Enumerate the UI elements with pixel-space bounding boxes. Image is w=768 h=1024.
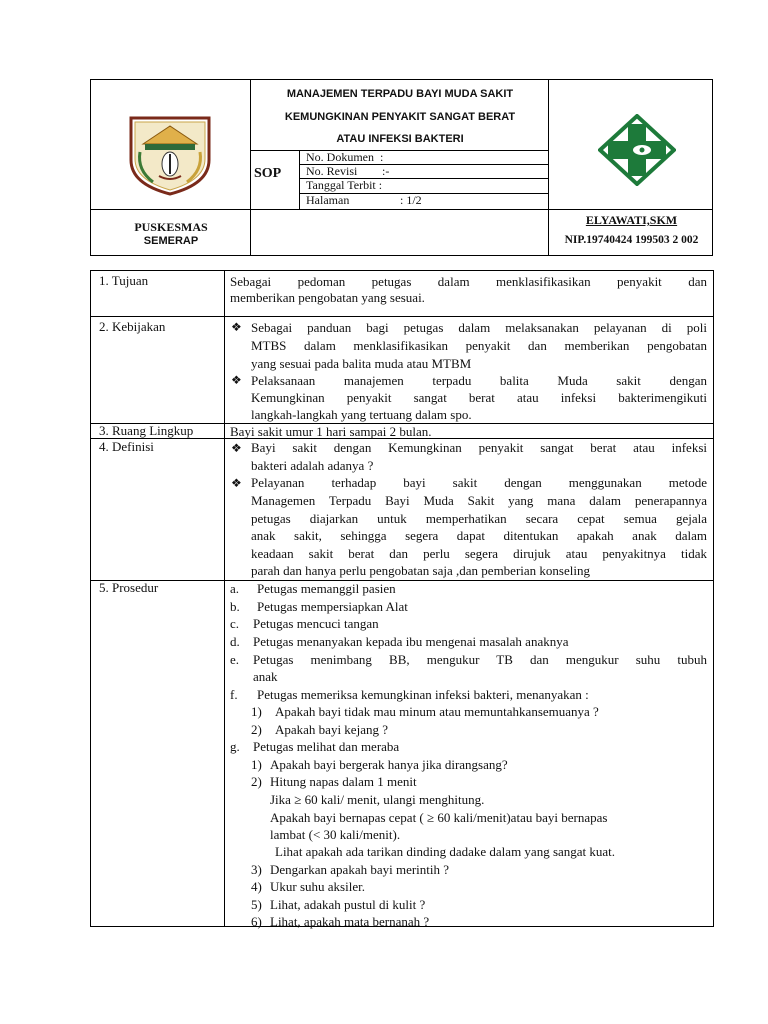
definisi-1-line-1: Bayi sakit dengan Kemungkinan penyakit sangat berat atau infeksi [251,440,707,455]
prosedur-d-key: d. [230,634,240,649]
section-label-ruang-lingkup: 3. Ruang Lingkup [99,423,194,438]
meta-row-dokumen: No. Dokumen : [306,150,384,164]
prosedur-g2-note-2: Apakah bayi bernapas cepat ( ≥ 60 kali/menit)atau bayi bernapas [270,810,608,825]
definisi-2-line-1: Pelayanan terhadap bayi sakit dengan menggunakan metode [251,475,707,490]
meta-row-tanggal: Tanggal Terbit : [306,178,383,192]
meta-row-revisi: No. Revisi :- [306,164,390,178]
section-label-kebijakan: 2. Kebijakan [99,319,166,334]
kebijakan-1-line-2: MTBS dalam menklasifikasikan penyakit dan memberikan pengobatan [251,338,707,353]
kebijakan-2-line-2: Kemungkinan penyakit sangat berat atau infeksi bakterimengikuti [251,390,707,405]
title-line-3: ATAU INFEKSI BAKTERI [336,133,464,145]
ruang-lingkup-text: Bayi sakit umur 1 hari sampai 2 bulan. [230,424,432,439]
diamond-bullet-icon: ❖ [231,476,242,490]
definisi-2-line-4: anak sakit, sehingga segera dapat ditentukan apakah anak dalam [251,528,707,543]
definisi-1-line-2: bakteri adalah adanya ? [251,458,374,473]
prosedur-b-text: Petugas mempersiapkan Alat [257,599,408,614]
prosedur-g5-text: Lihat, adakah pustul di kulit ? [270,897,426,912]
prosedur-c-key: c. [230,616,240,631]
prosedur-a-key: a. [230,581,240,596]
section-label-definisi: 4. Definisi [99,439,154,454]
prosedur-e-key: e. [230,652,240,667]
prosedur-g1-text: Apakah bayi bergerak hanya jika dirangsang? [270,757,508,772]
regency-emblem-logo [123,112,217,196]
prosedur-f1-text: Apakah bayi tidak mau minum atau memuntahkansemuanya ? [275,704,599,719]
prosedur-f2-text: Apakah bayi kejang ? [275,722,388,737]
title-line-1: MANAJEMEN TERPADU BAYI MUDA SAKIT [286,88,514,100]
prosedur-a-text: Petugas memanggil pasien [257,581,396,596]
prosedur-f-key: f. [230,687,238,702]
prosedur-g6-key: 6) [251,914,262,929]
definisi-2-line-6: parah dan hanya perlu pengobatan saja ,dan pemberian konseling [251,563,590,578]
prosedur-g-text: Petugas melihat dan meraba [253,739,400,754]
definisi-2-line-3: petugas diajarkan untuk memperhatikan secara cepat semua gejala [251,511,707,526]
header-table [90,79,713,256]
signatory-nip: NIP.19740424 199503 2 002 [564,234,699,246]
kebijakan-2-line-3: langkah-langkah yang tertuang dalam spo. [251,407,472,422]
diamond-bullet-icon: ❖ [231,320,242,334]
prosedur-d-text: Petugas menanyakan kepada ibu mengenai masalah anaknya [253,634,569,649]
meta-row-halaman: Halaman : 1/2 [306,193,422,207]
prosedur-g2-key: 2) [251,774,262,789]
prosedur-f1-key: 1) [251,704,262,719]
tujuan-line-1: Sebagai pedoman petugas dalam menklasifikasikan penyakit dan [230,274,707,289]
prosedur-g3-key: 3) [251,862,262,877]
prosedur-g2-note-1: Jika ≥ 60 kali/ menit, ulangi menghitung. [270,792,485,807]
puskesmas-cross-logo [598,114,676,186]
definisi-2-line-5: keadaan sakit berat dan perlu segera dirujuk atau penyakitnya tidak [251,546,707,561]
prosedur-f-text: Petugas memeriksa kemungkinan infeksi bakteri, menanyakan : [257,687,589,702]
section-label-tujuan: 1. Tujuan [99,273,149,288]
prosedur-b-key: b. [230,599,240,614]
kebijakan-2-line-1: Pelaksanaan manajemen terpadu balita Muda sakit dengan [251,373,707,388]
definisi-2-line-2: Managemen Terpadu Bayi Muda Sakit yang mana dalam penerapannya [251,493,707,508]
prosedur-g1-key: 1) [251,757,262,772]
sop-content-table [90,270,714,927]
diamond-bullet-icon: ❖ [231,373,242,387]
kebijakan-1-line-1: Sebagai panduan bagi petugas dalam melaksanakan pelayanan di poli [251,320,707,335]
prosedur-g5-key: 5) [251,897,262,912]
kebijakan-1-line-3: yang sesuai pada balita muda atau MTBM [251,356,472,371]
tujuan-line-2: memberikan pengobatan yang sesuai. [230,290,425,305]
prosedur-c-text: Petugas mencuci tangan [253,616,379,631]
org-name-line-2: SEMERAP [143,235,199,247]
section-label-prosedur: 5. Prosedur [99,580,159,595]
prosedur-f2-key: 2) [251,722,262,737]
prosedur-e-text-2: anak [253,669,278,684]
prosedur-g3-text: Dengarkan apakah bayi merintih ? [270,862,450,877]
org-name-line-1: PUSKESMAS [134,220,208,234]
prosedur-e-text-1: Petugas menimbang BB, mengukur TB dan mengukur suhu tubuh [253,652,707,667]
sop-label: SOP [254,166,282,181]
title-line-2: KEMUNGKINAN PENYAKIT SANGAT BERAT [284,111,516,123]
prosedur-g-key: g. [230,739,240,754]
prosedur-g4-key: 4) [251,879,262,894]
prosedur-g4-text: Ukur suhu aksiler. [270,879,365,894]
prosedur-g2-text: Hitung napas dalam 1 menit [270,774,417,789]
diamond-bullet-icon: ❖ [231,441,242,455]
prosedur-g6-text: Lihat, apakah mata bernanah ? [270,914,430,929]
signatory-name: ELYAWATI,SKM [585,213,678,227]
prosedur-g2-note-3: lambat (< 30 kali/menit). [270,827,401,842]
prosedur-g2-note-4: Lihat apakah ada tarikan dinding dadake dalam yang sangat kuat. [275,844,616,859]
